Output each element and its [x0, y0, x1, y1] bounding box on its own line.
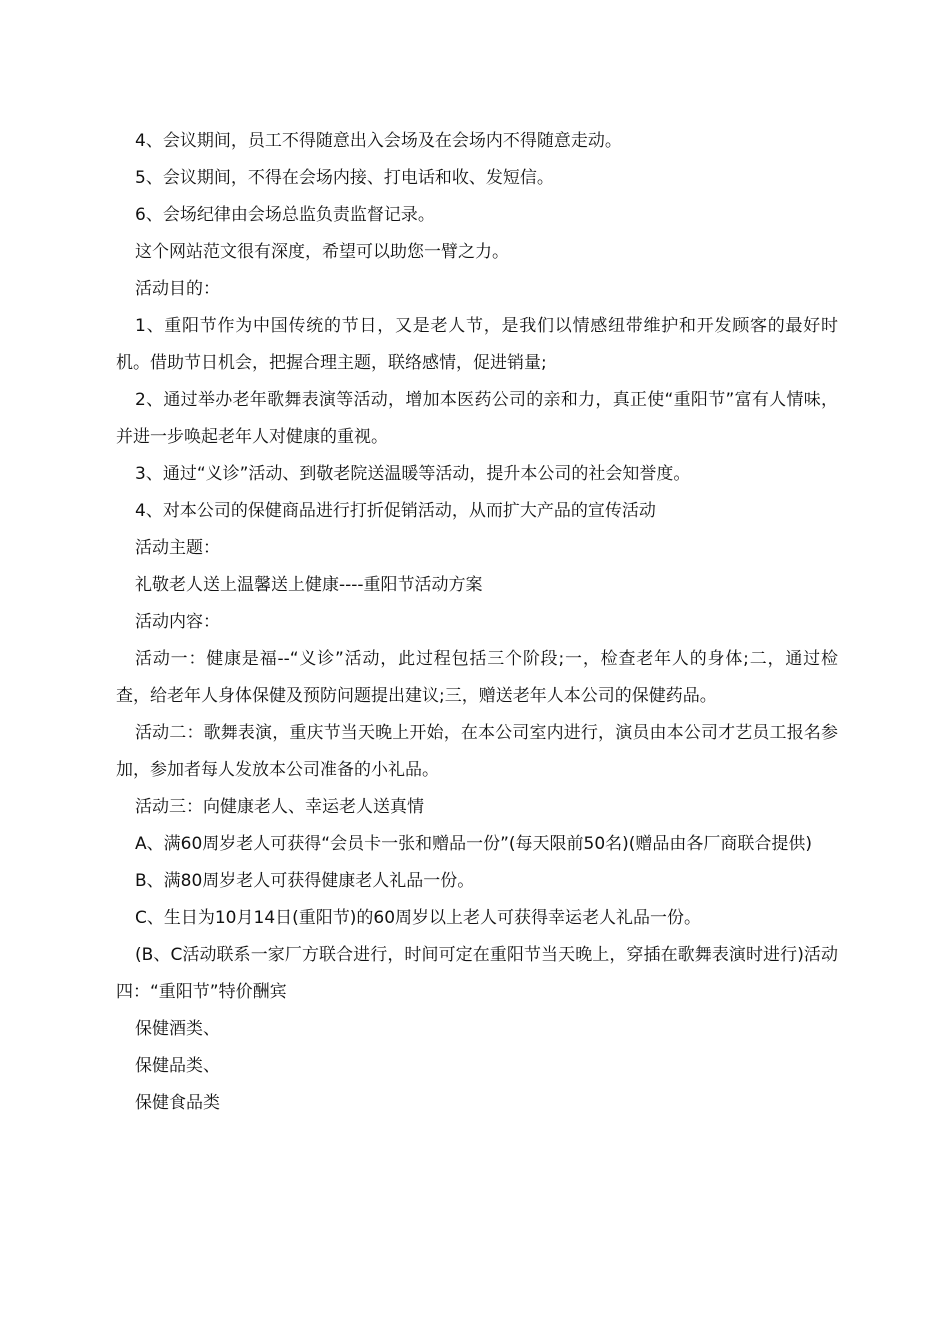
paragraph-17: B、满80周岁老人可获得健康老人礼品一份。 [135, 871, 475, 891]
paragraph-15: 活动三：向健康老人、幸运老人送真情 [135, 797, 424, 817]
paragraph-12: 活动内容： [135, 612, 220, 632]
paragraph-1: 4、会议期间，员工不得随意出入会场及在会场内不得随意走动。 [135, 131, 622, 151]
paragraph-18: C、生日为10月14日(重阳节)的60周岁以上老人可获得幸运老人礼品一份。 [135, 908, 702, 928]
paragraph-4: 这个网站范文很有深度，希望可以助您一臂之力。 [135, 242, 509, 262]
paragraph-16: A、满60周岁老人可获得“会员卡一张和赠品一份”(每天限前50名)(赠品由各厂商联合提供) [135, 834, 813, 854]
paragraph-8: 3、通过“义诊”活动、到敬老院送温暖等活动，提升本公司的社会知誉度。 [135, 464, 691, 484]
paragraph-13: 活动一：健康是福--“义诊”活动，此过程包括三个阶段;一，检查老年人的身体;二，通过检查，给老年人身体保健及预防问题提出建议;三，赠送老年人本公司的保健药品。 [116, 649, 838, 706]
paragraph-22: 保健食品类 [135, 1093, 220, 1113]
paragraph-9: 4、对本公司的保健商品进行打折促销活动，从而扩大产品的宣传活动 [135, 501, 656, 521]
paragraph-2: 5、会议期间，不得在会场内接、打电话和收、发短信。 [135, 168, 554, 188]
paragraph-3: 6、会场纪律由会场总监负责监督记录。 [135, 205, 435, 225]
paragraph-21: 保健品类、 [135, 1056, 220, 1076]
paragraph-10: 活动主题： [135, 538, 220, 558]
paragraph-5: 活动目的： [135, 279, 220, 299]
paragraph-11: 礼敬老人送上温馨送上健康----重阳节活动方案 [135, 575, 483, 595]
paragraph-14: 活动二：歌舞表演，重庆节当天晚上开始，在本公司室内进行，演员由本公司才艺员工报名参加，参加者每人发放本公司准备的小礼品。 [116, 723, 838, 780]
paragraph-7: 2、通过举办老年歌舞表演等活动，增加本医药公司的亲和力，真正使“重阳节”富有人情味，并进一步唤起老年人对健康的重视。 [116, 390, 838, 447]
paragraph-20: 保健酒类、 [135, 1019, 220, 1039]
paragraph-6: 1、重阳节作为中国传统的节日，又是老人节，是我们以情感纽带维护和开发顾客的最好时机。借助节日机会，把握合理主题，联络感情，促进销量; [116, 316, 838, 373]
paragraph-19: (B、C活动联系一家厂方联合进行，时间可定在重阳节当天晚上，穿插在歌舞表演时进行)活动四：“重阳节”特价酬宾 [116, 945, 838, 1002]
document-body [116, 123, 838, 1122]
